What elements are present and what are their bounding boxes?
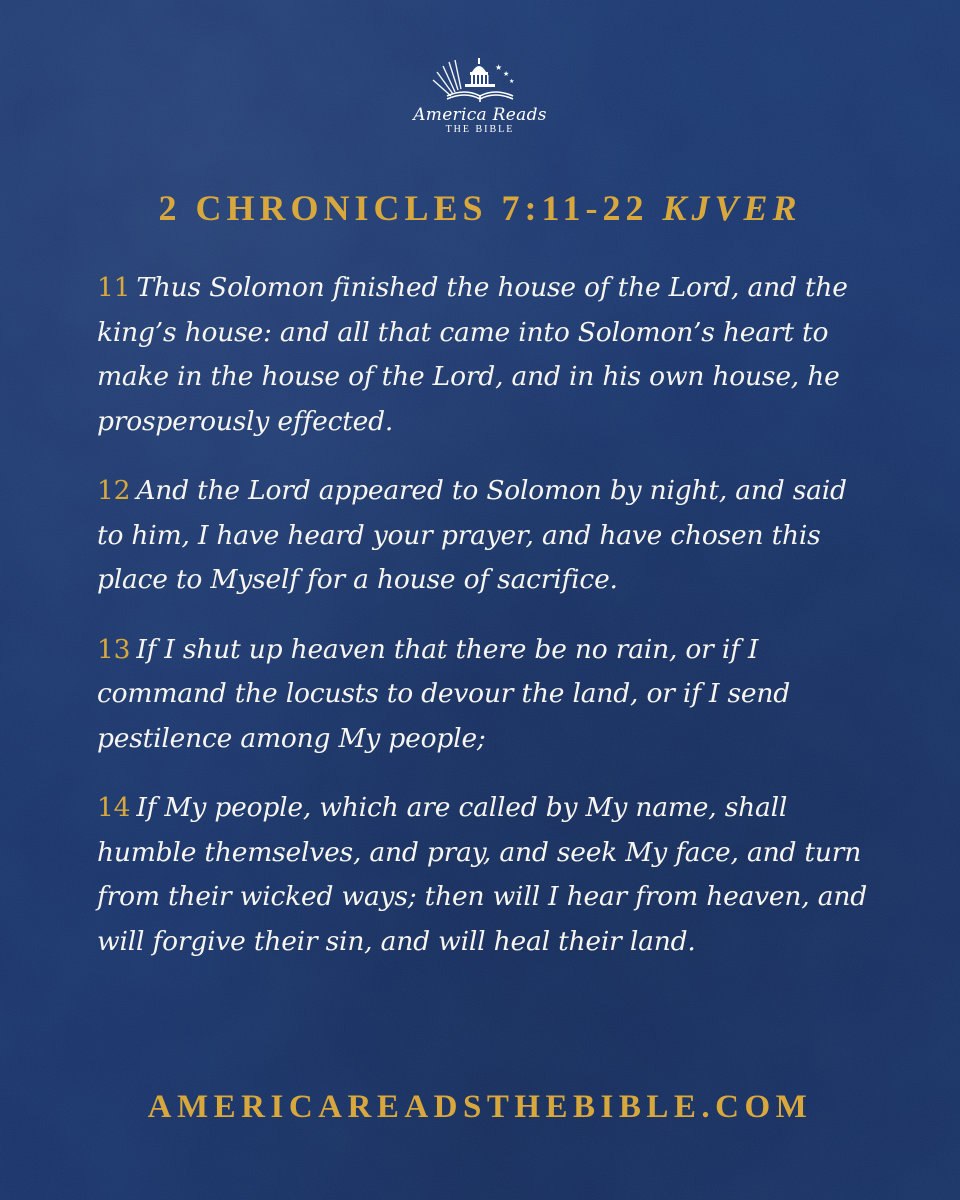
verse-item [97,266,867,444]
verse-text: And the Lord appeared to Solomon by night, and said to him, I have heard your prayer, and have chosen this place to Myself for a house of sacrifice. [97,475,847,595]
verse-item [97,469,867,603]
verse-number: 13 [97,633,131,665]
passage-heading [0,186,960,230]
bible-version: KJVER [662,188,802,228]
logo-sub-text: THE BIBLE [445,124,515,135]
verse-text: Thus Solomon finished the house of the Lord, and the king’s house: and all that came into Solomon’s heart to make in the house of the Lord, and in his own house, he prosperously effected. [97,272,848,437]
logo-script-text: America Reads [413,105,547,125]
capitol-dome-bible-icon [425,52,535,104]
verse-number: 14 [97,792,131,823]
verse-number: 11 [97,272,131,303]
verse-text: If I shut up heaven that there be no rain, or if I command the locusts to devour the land, or if I send pestilence among My people; [97,633,791,754]
verse-item [97,628,867,762]
website-url: AMERICAREADSTHEBIBLE.COM [147,1089,813,1125]
verse-text: If My people, which are called by My name, shall humble themselves, and pray, and seek My face, and turn from their wicked ways; then will I hear from heaven, and will forgive their sin, and will heal their land. [97,792,867,957]
verse-list [97,266,867,989]
verse-number: 12 [97,475,131,506]
svg-text:★: ★ [503,70,510,78]
verse-item [97,786,867,964]
svg-text:★: ★ [495,63,503,72]
passage-reference: 2 CHRONICLES 7:11-22 [158,188,649,228]
svg-text:★: ★ [509,78,515,85]
logo [400,52,560,144]
